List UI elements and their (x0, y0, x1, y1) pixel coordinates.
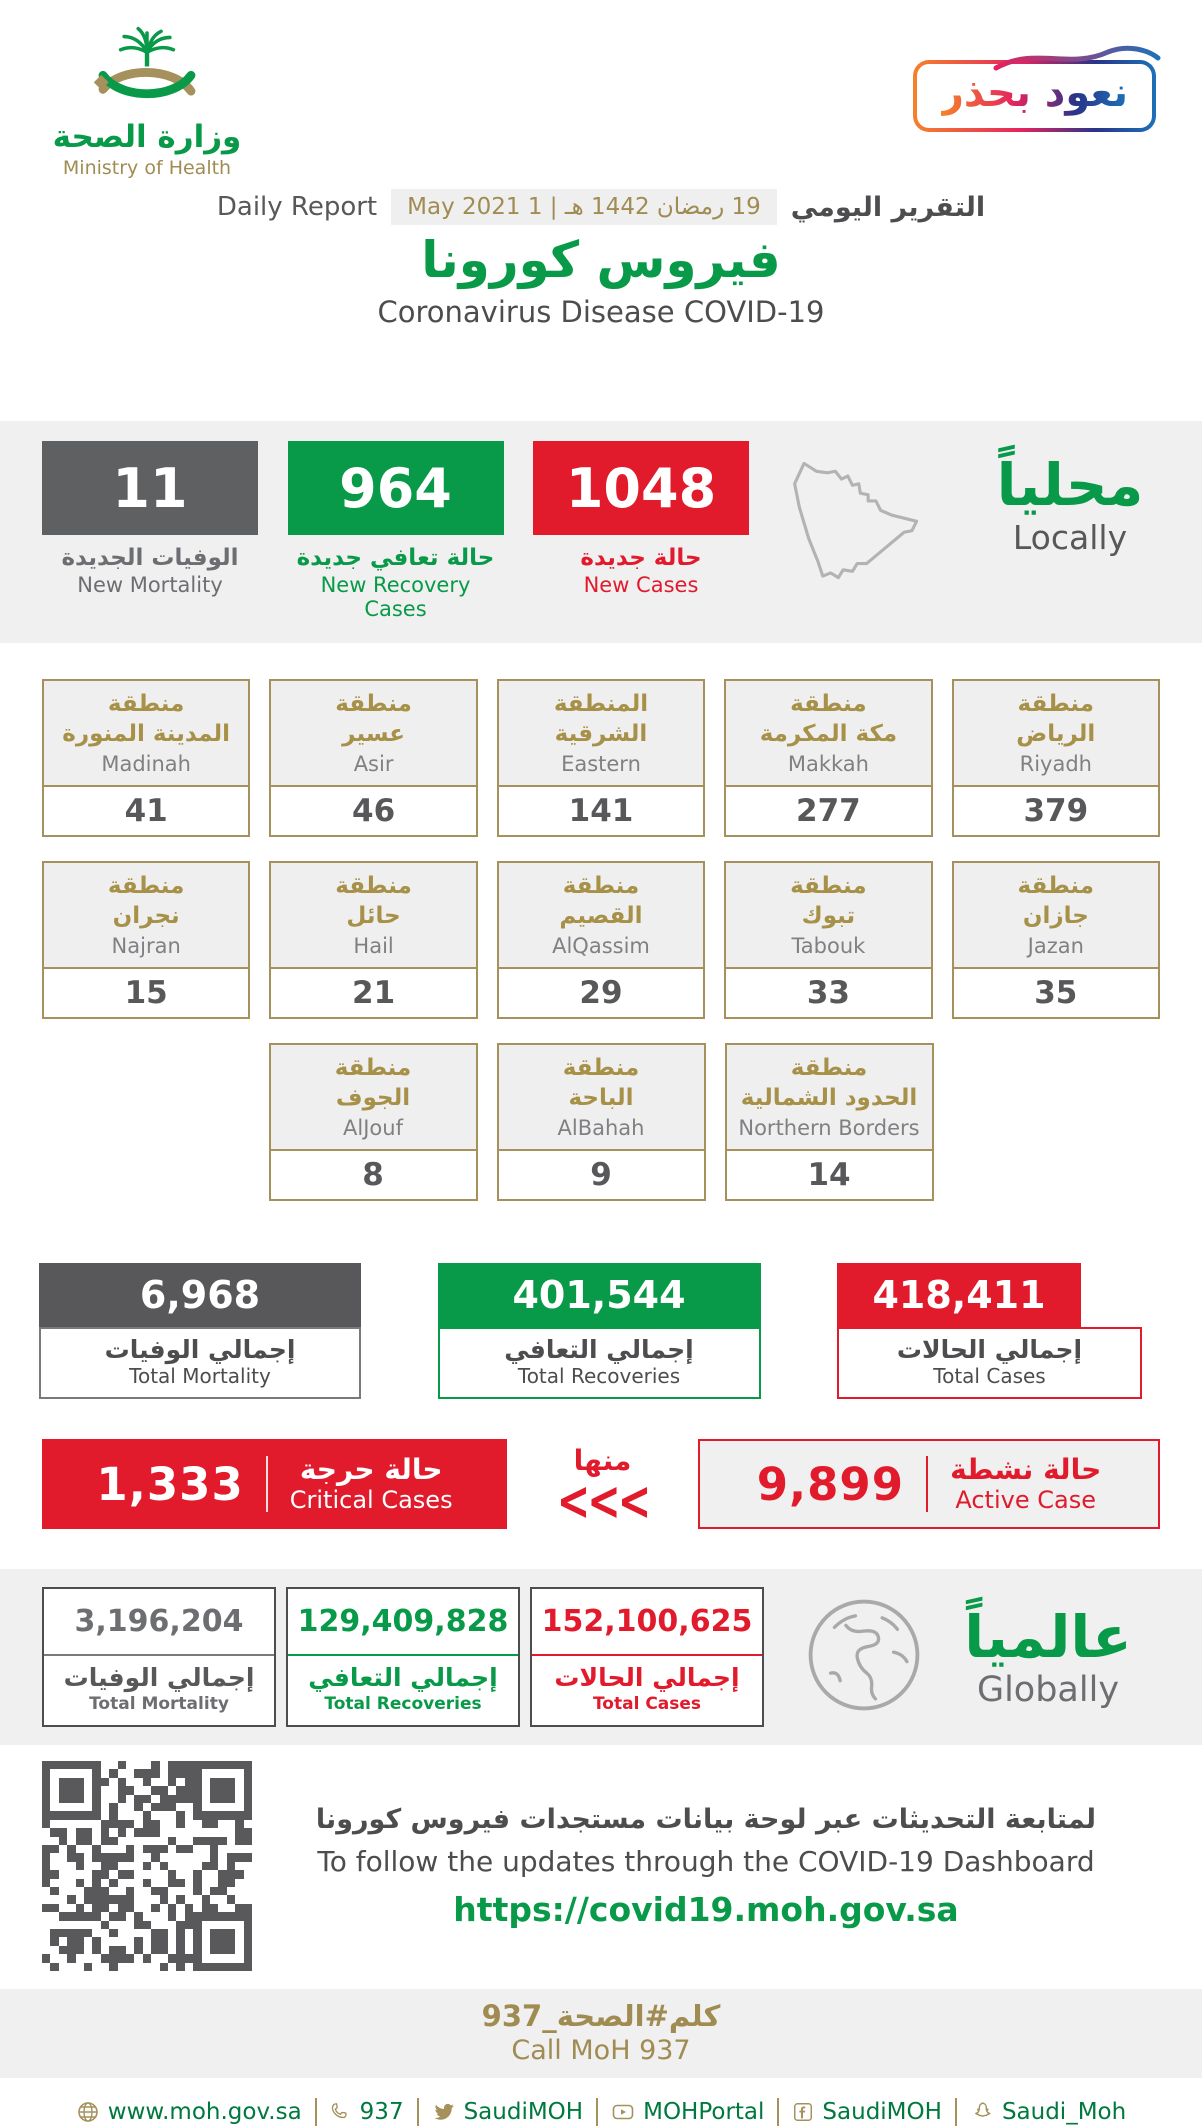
dashboard-url-link[interactable]: https://covid19.moh.gov.sa (453, 1889, 959, 1929)
new-recoveries-value: 964 (288, 441, 504, 535)
regions-section (0, 643, 1202, 1201)
total-mortality-label-english: Total Mortality (129, 1364, 271, 1389)
region-name-ar2: الحدود الشمالية (740, 1085, 918, 1112)
region-name-en: Asir (353, 751, 394, 776)
region-value: 9 (590, 1157, 612, 1194)
globally-section (0, 1569, 1202, 1745)
phone-icon (330, 2101, 352, 2123)
region-name-en: Northern Borders (738, 1115, 920, 1140)
critical-active-section (0, 1439, 1202, 1533)
region-name-en: Riyadh (1019, 751, 1092, 776)
region-name-en: AlJouf (343, 1115, 403, 1140)
divider (266, 1456, 268, 1512)
moh-logo-icon (67, 26, 227, 114)
region-value: 46 (352, 793, 396, 830)
locally-heading-english: Locally (1012, 518, 1128, 558)
totals-section (0, 1263, 1202, 1399)
twitter-icon (432, 2100, 456, 2124)
dashboard-section (0, 1761, 1202, 1971)
global-recoveries-label-arabic: إجمالي التعافي (308, 1663, 498, 1693)
region-name-en: Eastern (561, 751, 641, 776)
saudi-map-icon (779, 447, 951, 609)
critical-cases-label-english: Critical Cases (289, 1486, 453, 1515)
region-name-ar: منطقة (790, 873, 867, 900)
region-name-ar: منطقة (107, 873, 185, 900)
locally-section (0, 421, 1202, 643)
global-mortality-label-english: Total Mortality (89, 1694, 229, 1715)
region-name-ar2: الشرقية (554, 721, 648, 748)
region-name-en: Najran (111, 933, 181, 958)
total-recoveries-value: 401,544 (438, 1263, 761, 1327)
region-name-ar2: حائل (346, 903, 401, 930)
active-cases-label-english: Active Case (955, 1486, 1096, 1515)
footer-divider (777, 2098, 779, 2126)
region-value: 35 (1034, 975, 1078, 1012)
global-cases-label-english: Total Cases (592, 1694, 702, 1715)
region-name-ar: منطقة (1017, 873, 1095, 900)
region-name-en: Tabouk (791, 933, 866, 958)
region-card-madinah (42, 679, 250, 837)
active-cases-label-arabic: حالة نشطة (950, 1452, 1102, 1486)
total-cases-value: 418,411 (837, 1263, 1081, 1327)
locally-heading-arabic: محلياً (996, 451, 1144, 520)
region-card-aljouf (269, 1043, 478, 1201)
region-card-makkah (724, 679, 932, 837)
region-name-ar: منطقة (334, 1055, 412, 1082)
footer-divider (955, 2098, 957, 2126)
dashboard-line-english: To follow the updates through the COVID-19 Dashboard (317, 1844, 1095, 1878)
region-value: 21 (352, 975, 396, 1012)
region-name-ar2: عسير (342, 721, 405, 748)
new-cases-label-english: New Cases (583, 573, 699, 598)
region-value: 14 (807, 1157, 851, 1194)
new-recoveries-label-arabic: حالة تعافي جديدة (296, 545, 495, 572)
total-cases-label-arabic: إجمالي الحالات (896, 1335, 1083, 1365)
footer-link-label: Saudi_Moh (1001, 2099, 1127, 2126)
footer-link-youtube[interactable] (611, 2099, 764, 2125)
footer-divider (315, 2098, 317, 2126)
region-name-ar: منطقة (335, 691, 412, 718)
footer-link-label: MOHPortal (643, 2099, 765, 2126)
snapchat-icon (970, 2100, 994, 2124)
new-mortality-stat (42, 441, 258, 597)
of-which-label: منها (573, 1443, 632, 1477)
call-moh-english: Call MoH 937 (511, 2035, 691, 2067)
region-value: 379 (1023, 793, 1089, 830)
chevrons-left-icon: <<< (556, 1470, 649, 1533)
total-mortality-label-arabic: إجمالي الوفيات (104, 1335, 296, 1365)
region-name-en: Makkah (787, 751, 869, 776)
global-mortality-value: 3,196,204 (44, 1589, 274, 1656)
qr-code (42, 1761, 252, 1971)
new-mortality-label-english: New Mortality (77, 573, 223, 598)
critical-cases-label-arabic: حالة حرجة (299, 1452, 443, 1486)
region-card-hail (269, 861, 477, 1019)
footer-link-website[interactable] (76, 2099, 302, 2125)
global-total-cases (530, 1587, 764, 1727)
footer-link-snapchat[interactable] (970, 2099, 1126, 2125)
page-title-arabic: فيروس كورونا (421, 231, 781, 290)
region-name-ar: منطقة (790, 691, 867, 718)
region-value: 29 (579, 975, 623, 1012)
region-card-riyadh (952, 679, 1160, 837)
active-cases-value: 9,899 (756, 1457, 905, 1511)
footer-divider (417, 2098, 419, 2126)
region-name-en: AlQassim (552, 933, 650, 958)
region-name-en: Hail (353, 933, 394, 958)
of-which-indicator (556, 1443, 649, 1533)
new-recoveries-stat (288, 441, 504, 621)
region-card-najran (42, 861, 250, 1019)
region-name-ar2: مكة المكرمة (759, 721, 898, 748)
region-value: 8 (362, 1157, 384, 1194)
moh-logo (42, 26, 252, 179)
logo-title-english: Ministry of Health (62, 157, 232, 180)
region-name-ar2: الرياض (1016, 721, 1096, 748)
new-recoveries-label-english: New Recovery Cases (320, 573, 471, 622)
global-cases-value: 152,100,625 (532, 1589, 762, 1656)
footer-link-phone[interactable] (330, 2099, 404, 2125)
globe-icon (76, 2100, 100, 2124)
return-with-caution-badge (913, 60, 1156, 132)
globally-heading-english: Globally (976, 1669, 1120, 1710)
globally-heading-arabic: عالمياً (964, 1602, 1132, 1671)
youtube-icon (611, 2100, 635, 2124)
region-value: 277 (796, 793, 861, 830)
region-row-3 (42, 1043, 1160, 1201)
footer-link-label: SaudiMOH (463, 2099, 584, 2126)
new-mortality-value: 11 (42, 441, 258, 535)
footer-link-facebook[interactable] (792, 2099, 942, 2125)
total-mortality-value: 6,968 (39, 1263, 361, 1327)
critical-cases-value: 1,333 (96, 1457, 244, 1511)
call-moh-band (0, 1989, 1202, 2078)
region-name-ar2: الجوف (335, 1085, 411, 1112)
global-total-recoveries (286, 1587, 520, 1727)
total-recoveries (438, 1263, 761, 1399)
total-cases (837, 1263, 1142, 1399)
logo-title-arabic: وزارة الصحة (52, 119, 242, 155)
region-value: 41 (124, 793, 168, 830)
critical-cases-box (42, 1439, 507, 1529)
new-cases-value: 1048 (533, 441, 749, 535)
global-recoveries-label-english: Total Recoveries (324, 1694, 482, 1715)
region-value: 15 (124, 975, 168, 1012)
region-card-tabouk (724, 861, 932, 1019)
active-cases-box (698, 1439, 1160, 1529)
dateline (0, 189, 1202, 225)
region-name-ar: منطقة (562, 1055, 640, 1082)
footer (0, 2098, 1202, 2126)
badge-swoosh-icon (992, 42, 1162, 72)
badge-text: نعود بحذر (940, 70, 1128, 116)
region-name-en: AlBahah (557, 1115, 645, 1140)
region-card-eastern (497, 679, 705, 837)
locally-heading (980, 453, 1160, 557)
region-name-en: Madinah (101, 751, 191, 776)
footer-link-label: SaudiMOH (822, 2099, 942, 2126)
footer-link-label: www.moh.gov.sa (107, 2099, 302, 2126)
total-mortality (39, 1263, 361, 1399)
region-value: 141 (568, 793, 634, 830)
new-mortality-label-arabic: الوفيات الجديدة (61, 545, 239, 572)
footer-link-label: 937 (359, 2099, 404, 2126)
region-name-ar: المنطقة (553, 691, 649, 718)
region-card-jazan (952, 861, 1160, 1019)
facebook-icon (792, 2101, 814, 2123)
new-cases-stat (533, 441, 749, 597)
dashboard-text (252, 1804, 1160, 1929)
global-recoveries-value: 129,409,828 (288, 1589, 518, 1656)
global-total-mortality (42, 1587, 276, 1727)
region-value: 33 (806, 975, 850, 1012)
region-row-2 (42, 861, 1160, 1019)
footer-link-twitter[interactable] (432, 2099, 584, 2125)
footer-divider (596, 2098, 598, 2126)
globe-icon (802, 1593, 926, 1721)
total-cases-label-english: Total Cases (933, 1364, 1046, 1389)
region-name-ar: منطقة (107, 691, 185, 718)
total-recoveries-label-english: Total Recoveries (517, 1364, 681, 1389)
header (0, 0, 1202, 179)
region-card-northern-borders (725, 1043, 934, 1201)
divider (926, 1456, 928, 1512)
report-date: 19 رمضان 1442 هـ | 1 May 2021 (391, 189, 777, 225)
region-card-alqassim (497, 861, 705, 1019)
region-name-en: Jazan (1027, 933, 1084, 958)
daily-report-arabic: التقرير اليومي (790, 191, 986, 223)
dashboard-line-arabic: لمتابعة التحديثات عبر لوحة بيانات مستجدات فيروس كورونا (315, 1803, 1097, 1835)
region-name-ar: منطقة (1017, 691, 1095, 718)
region-name-ar2: جازان (1022, 903, 1089, 930)
global-mortality-label-arabic: إجمالي الوفيات (63, 1663, 255, 1693)
region-name-ar2: تبوك (801, 903, 856, 930)
region-name-ar2: المدينة المنورة (62, 721, 231, 748)
globally-heading (936, 1602, 1160, 1710)
region-name-ar: منطقة (562, 873, 640, 900)
total-recoveries-label-arabic: إجمالي التعافي (504, 1335, 694, 1365)
new-cases-label-arabic: حالة جديدة (580, 545, 702, 572)
region-name-ar2: نجران (112, 903, 180, 930)
region-name-ar: منطقة (790, 1055, 868, 1082)
daily-report-english: Daily Report (216, 192, 378, 223)
region-name-ar2: القصيم (559, 903, 643, 930)
call-moh-arabic: كلم#الصحة_937 (481, 1999, 721, 2034)
region-card-asir (269, 679, 477, 837)
region-card-albahah (497, 1043, 706, 1201)
region-name-ar2: الباحة (568, 1085, 634, 1112)
region-row-1 (42, 679, 1160, 837)
page-title-english: Coronavirus Disease COVID-19 (377, 295, 825, 330)
global-cases-label-arabic: إجمالي الحالات (554, 1663, 740, 1693)
region-name-ar: منطقة (335, 873, 412, 900)
